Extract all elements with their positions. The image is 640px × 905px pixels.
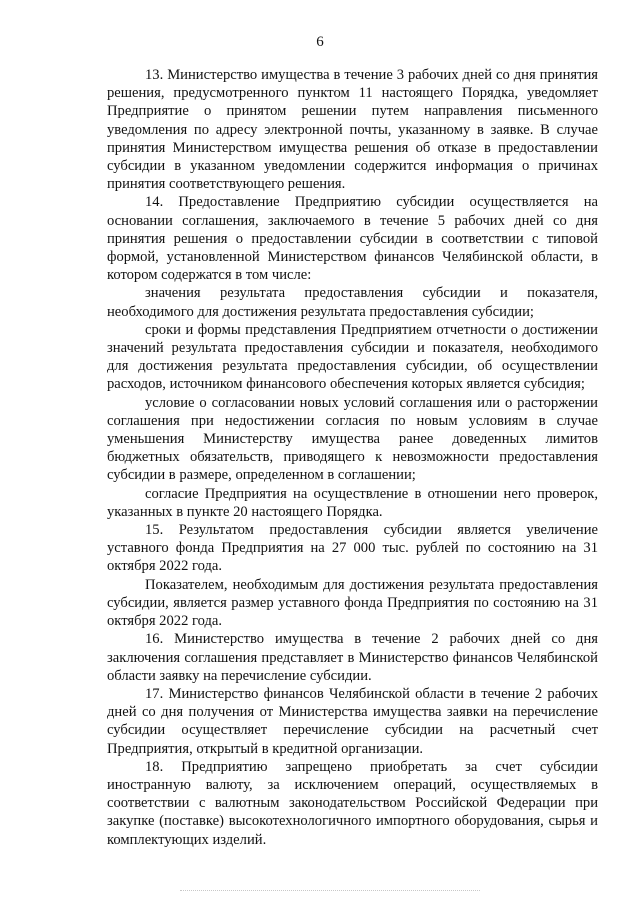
paragraph-17: 17. Министерство финансов Челябинской области в течение 2 рабочих дней со дня получения от Министерства имущества заявки на перечисление субсидии осуществляет перечисление субсидии на расчетный счет Предприятия, открытый в кредитной организации. (107, 685, 598, 757)
document-body (107, 66, 598, 849)
paragraph-14-item-consent: согласие Предприятия на осуществление в отношении него проверок, указанных в пункте 20 настоящего Порядка. (107, 485, 598, 520)
paragraph-14: 14. Предоставление Предприятию субсидии осуществляется на основании соглашения, заключаемого в течение 5 рабочих дней со дня принятия решения о предоставлении субсидии в соответствии с типовой формой, установленной Министерством финансов Челябинской области, в котором содержатся в том числе: (107, 194, 598, 284)
paragraph-14-item-reporting: сроки и формы представления Предприятием отчетности о достижении значений результата предоставления субсидии и показателя, необходимого для достижения результата предоставления субсидии, об осуществлении расходов, источником финансового обеспечения которых является субсидия; (107, 321, 598, 393)
paragraph-14-item-conditions: условие о согласовании новых условий соглашения или о расторжении соглашения при недостижении согласия по новым условиям в случае уменьшения Министерству имущества ранее доведенных лимитов бюджетных обязательств, приводящего к невозможности предоставления субсидии в размере, определенном в соглашении; (107, 394, 598, 484)
paragraph-14-item-values: значения результата предоставления субсидии и показателя, необходимого для достижения результата предоставления субсидии; (107, 285, 598, 320)
paragraph-15-indicator: Показателем, необходимым для достижения результата предоставления субсидии, является размер уставного фонда Предприятия по состоянию на 31 октября 2022 года. (107, 576, 598, 630)
page-number: 6 (316, 34, 324, 50)
paragraph-13: 13. Министерство имущества в течение 3 рабочих дней со дня принятия решения, предусмотренного пунктом 11 настоящего Порядка, уведомляет Предприятие о принятом решении путем направления письменного уведомления по адресу электронной почты, указанному в заявке. В случае принятия Министерством имущества решения об отказе в предоставлении субсидии в указанном уведомлении содержится информация о причинах принятия соответствующего решения. (107, 67, 598, 193)
footer-scan-line (180, 890, 480, 891)
paragraph-18: 18. Предприятию запрещено приобретать за счет субсидии иностранную валюту, за исключением операций, осуществляемых в соответствии с валютным законодательством Российской Федерации при закупке (поставке) высокотехнологичного импортного оборудования, сырья и комплектующих изделий. (107, 758, 598, 848)
paragraph-15: 15. Результатом предоставления субсидии является увеличение уставного фонда Предприятия на 27 000 тыс. рублей по состоянию на 31 октября 2022 года. (107, 522, 598, 575)
paragraph-16: 16. Министерство имущества в течение 2 рабочих дней со дня заключения соглашения представляет в Министерство финансов Челябинской области заявку на перечисление субсидии. (107, 631, 598, 684)
